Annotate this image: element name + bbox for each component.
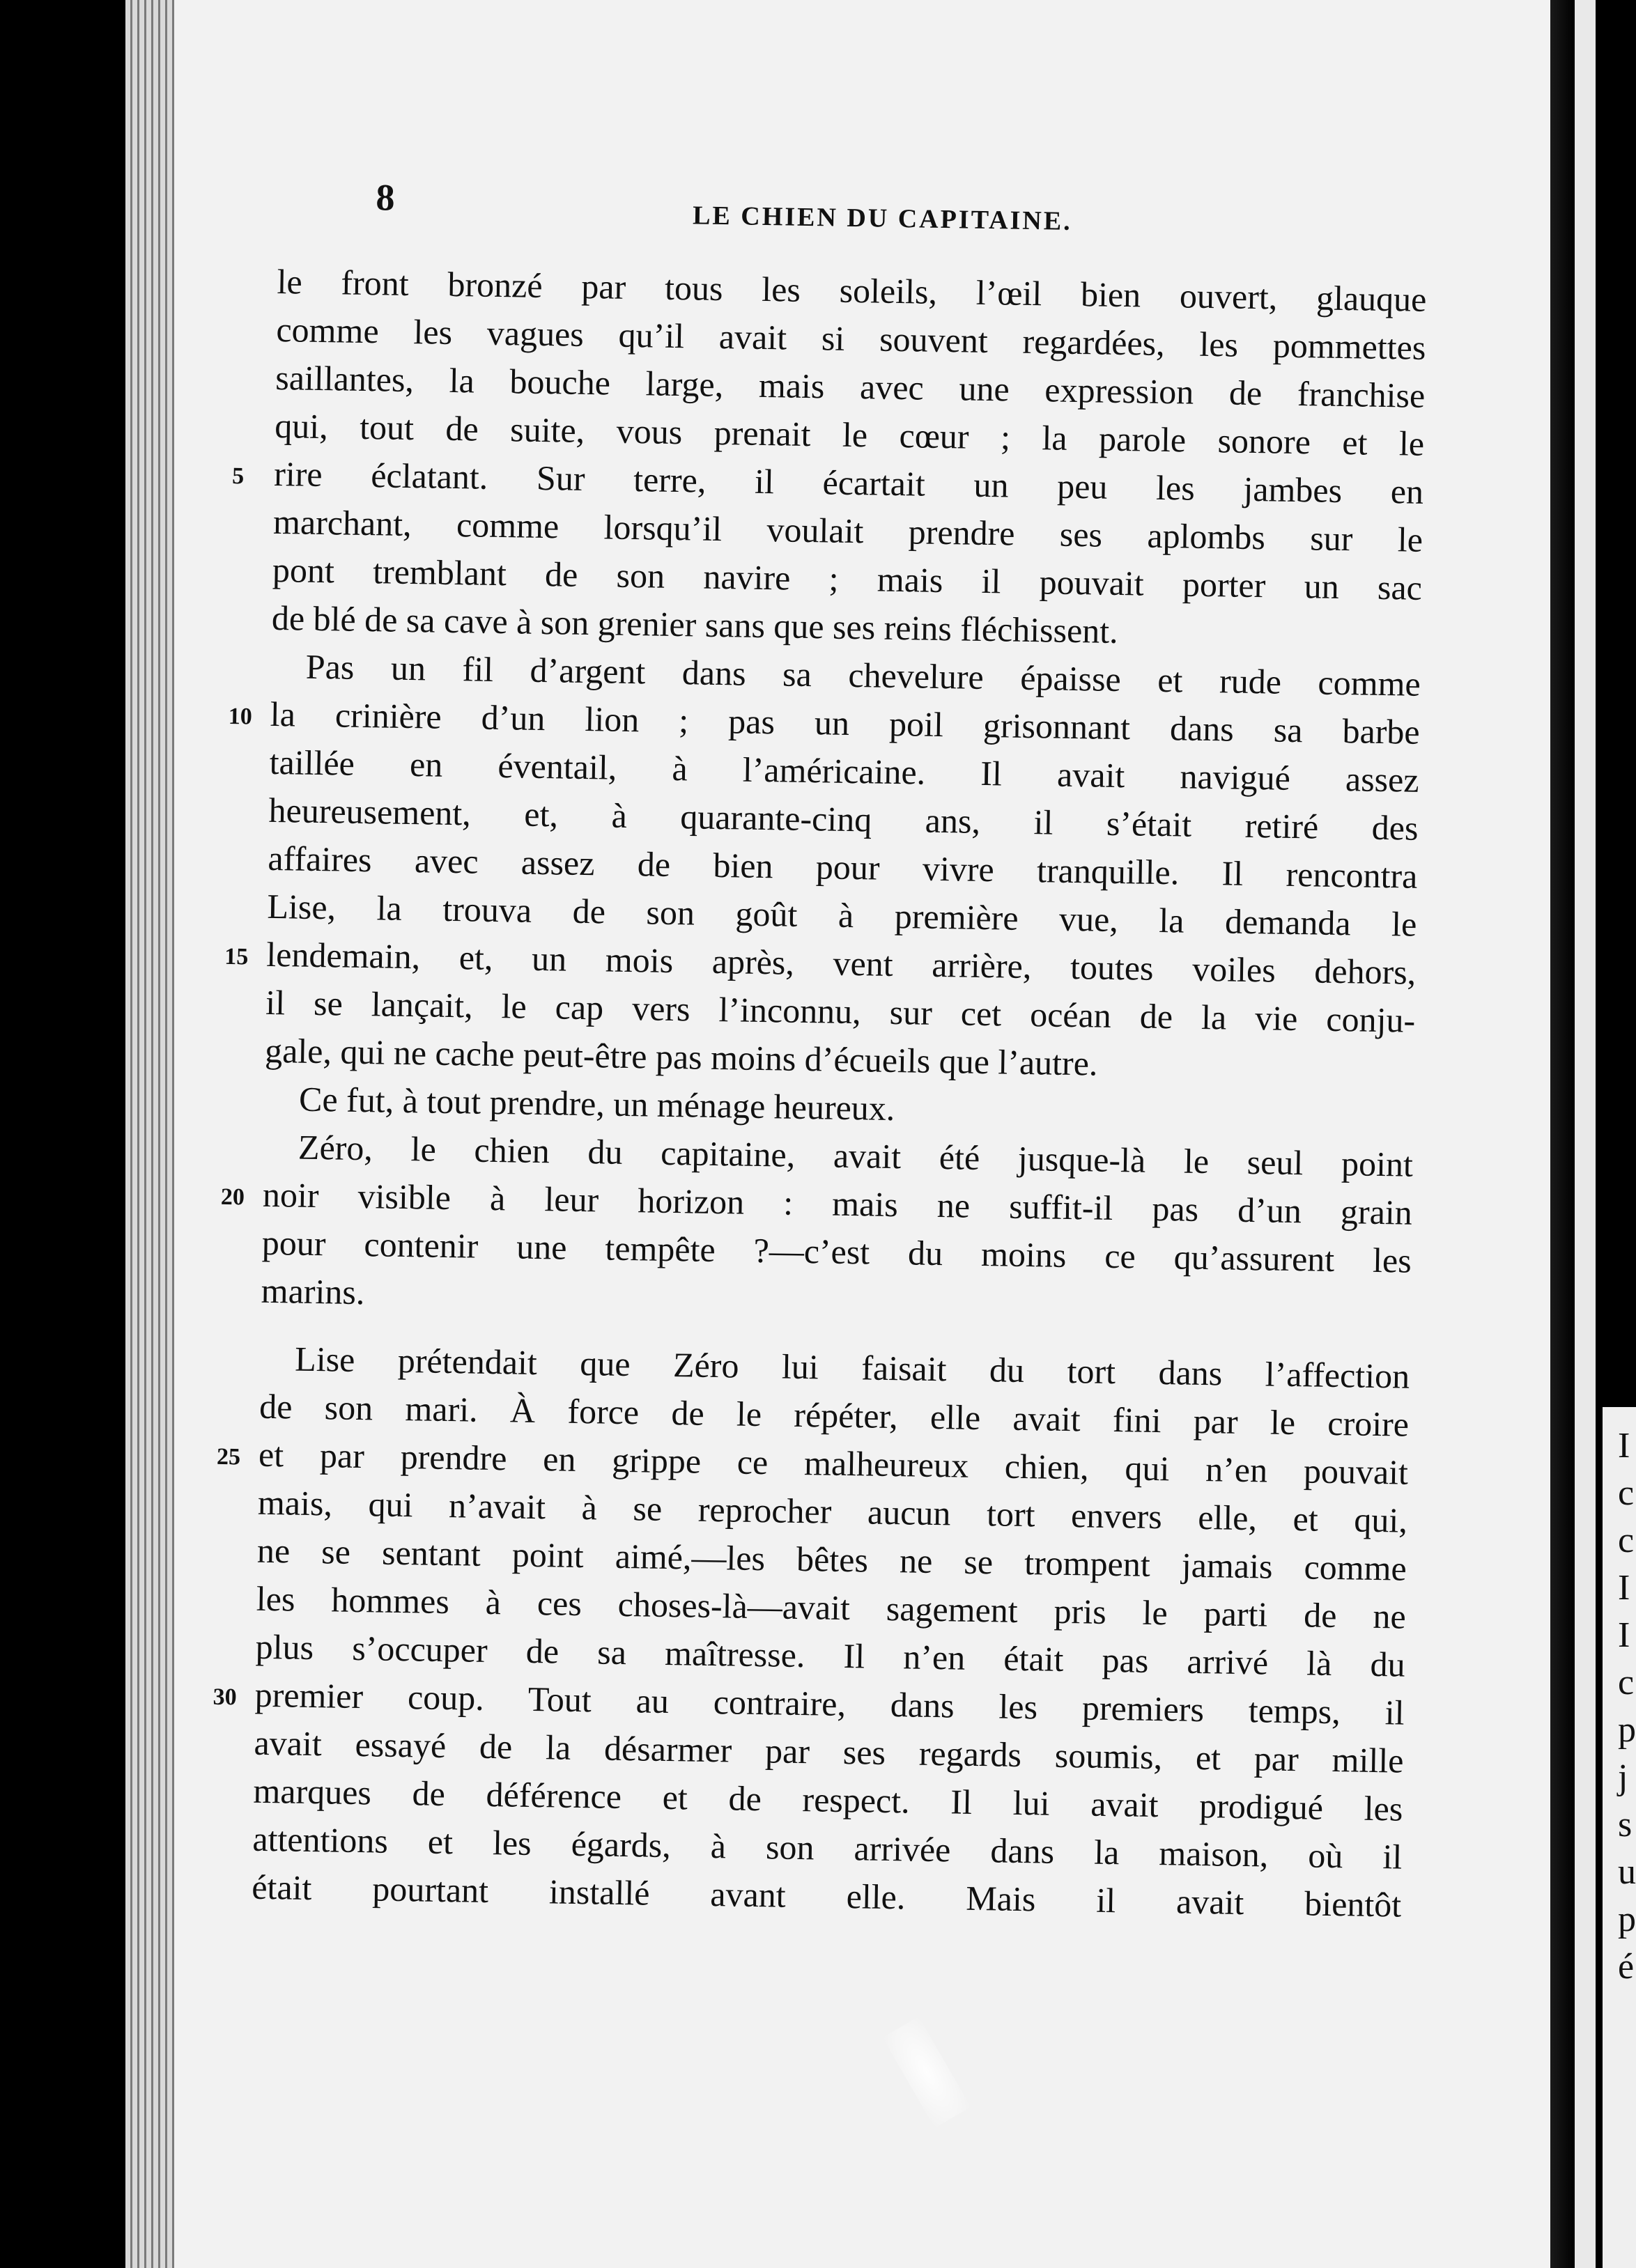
- running-head: LE CHIEN DU CAPITAINE.: [692, 201, 1072, 236]
- line-text: saillantes, la bouche large, mais avec une expression de franchise: [275, 357, 1426, 415]
- line-text: lendemain, et, un mois après, vent arrière, toutes voiles dehors,: [265, 934, 1417, 992]
- gutter-shadow: [1550, 0, 1575, 2268]
- line-text: avait essayé de la désarmer par ses regards soumis, et par mille: [254, 1723, 1404, 1780]
- facing-page-letter: p: [1618, 1710, 1636, 1750]
- line-text: premier coup. Tout au contraire, dans les premiers temps, il: [254, 1675, 1405, 1732]
- line-text: pont tremblant de son navire ; mais il pouvait porter un sac: [272, 550, 1423, 607]
- line-text: Zéro, le chien du capitaine, avait été jusque-là le seul point: [298, 1127, 1414, 1184]
- line-number: 15: [224, 943, 249, 970]
- line-text: taillée en éventail, à l’américaine. Il avait navigué assez: [269, 742, 1419, 800]
- facing-page-letter: é: [1618, 1947, 1635, 1987]
- facing-page-letter: c: [1618, 1521, 1635, 1560]
- line-number: 30: [213, 1684, 237, 1711]
- line-text: marins.: [261, 1271, 365, 1312]
- line-text: rire éclatant. Sur terre, il écartait un peu les jambes en: [273, 453, 1424, 511]
- line-text: plus s’occuper de sa maîtresse. Il n’en était pas arrivé là du: [255, 1626, 1406, 1684]
- line-text: et par prendre en grippe ce malheureux chien, qui n’en pouvait: [258, 1434, 1409, 1492]
- line-text: le front bronzé par tous les soleils, l’œil bien ouvert, glauque: [277, 261, 1427, 319]
- line-text: Lise prétendait que Zéro lui faisait du tort dans l’affection: [294, 1339, 1410, 1396]
- line-number: 10: [228, 703, 253, 730]
- line-text: heureusement, et, à quarante-cinq ans, il s’était retiré des: [268, 790, 1419, 848]
- line-text: pour contenir une tempête ?—c’est du moins ce qu’assurent les: [261, 1222, 1412, 1280]
- line-number: 5: [231, 463, 245, 490]
- facing-page-letter: I: [1618, 1615, 1630, 1655]
- line-text: les hommes à ces choses-là—avait sagement pris le parti de ne: [256, 1578, 1407, 1636]
- facing-page-letter: p: [1618, 1900, 1636, 1939]
- line-text: affaires avec assez de bien pour vivre tranquille. Il rencontra: [268, 838, 1418, 896]
- body-text: [213, 258, 1427, 1929]
- line-number: 20: [220, 1183, 245, 1211]
- facing-page-letter: c: [1618, 1473, 1635, 1513]
- line-text: la crinière d’un lion ; pas un poil grisonnant dans sa barbe: [270, 694, 1421, 752]
- line-text: gale, qui ne cache peut-être pas moins d’écueils que l’autre.: [264, 1030, 1098, 1083]
- page-stack-edge: [125, 0, 174, 2268]
- line-text: marchant, comme lorsqu’il voulait prendre ses aplombs sur le: [272, 502, 1423, 559]
- line-text: était pourtant installé avant elle. Mais il avait bientôt: [251, 1867, 1402, 1925]
- line-text: Lise, la trouva de son goût à première vue, la demanda le: [267, 886, 1417, 944]
- line-text: Ce fut, à tout prendre, un ménage heureux.: [298, 1079, 895, 1128]
- facing-page-letter: u: [1618, 1852, 1636, 1892]
- line-number: 25: [216, 1443, 241, 1470]
- line-text: noir visible à leur horizon : mais ne suffit-il pas d’un grain: [262, 1174, 1413, 1232]
- page-number: 8: [376, 176, 395, 219]
- facing-page-letter: I: [1618, 1426, 1630, 1466]
- page-content: [213, 174, 1428, 1929]
- line-text: il se lançait, le cap vers l’inconnu, sur cet océan de la vie conju-: [265, 982, 1416, 1040]
- line-text: comme les vagues qu’il avait si souvent regardées, les pommettes: [276, 309, 1426, 367]
- line-text: de son mari. À force de le répéter, elle avait fini par le croire: [258, 1386, 1410, 1444]
- line-text: qui, tout de suite, vous prenait le cœur ; la parole sonore et le: [274, 405, 1425, 463]
- facing-page-letter: s: [1618, 1805, 1633, 1844]
- line-text: ne se sentant point aimé,—les bêtes ne se trompent jamais comme: [256, 1530, 1407, 1588]
- line-text: attentions et les égards, à son arrivée dans la maison, où il: [252, 1819, 1403, 1877]
- facing-page-letter: j: [1618, 1757, 1628, 1797]
- facing-page-letter: c: [1618, 1663, 1635, 1702]
- line-text: Pas un fil d’argent dans sa chevelure épaisse et rude comme: [305, 646, 1421, 704]
- facing-page-letter: I: [1618, 1568, 1630, 1608]
- line-text: de blé de sa cave à son grenier sans que ses reins fléchissent.: [271, 598, 1119, 651]
- line-text: mais, qui n’avait à se reprocher aucun tort envers elle, et qui,: [257, 1482, 1408, 1540]
- line-text: marques de déférence et de respect. Il lui avait prodigué les: [253, 1771, 1403, 1828]
